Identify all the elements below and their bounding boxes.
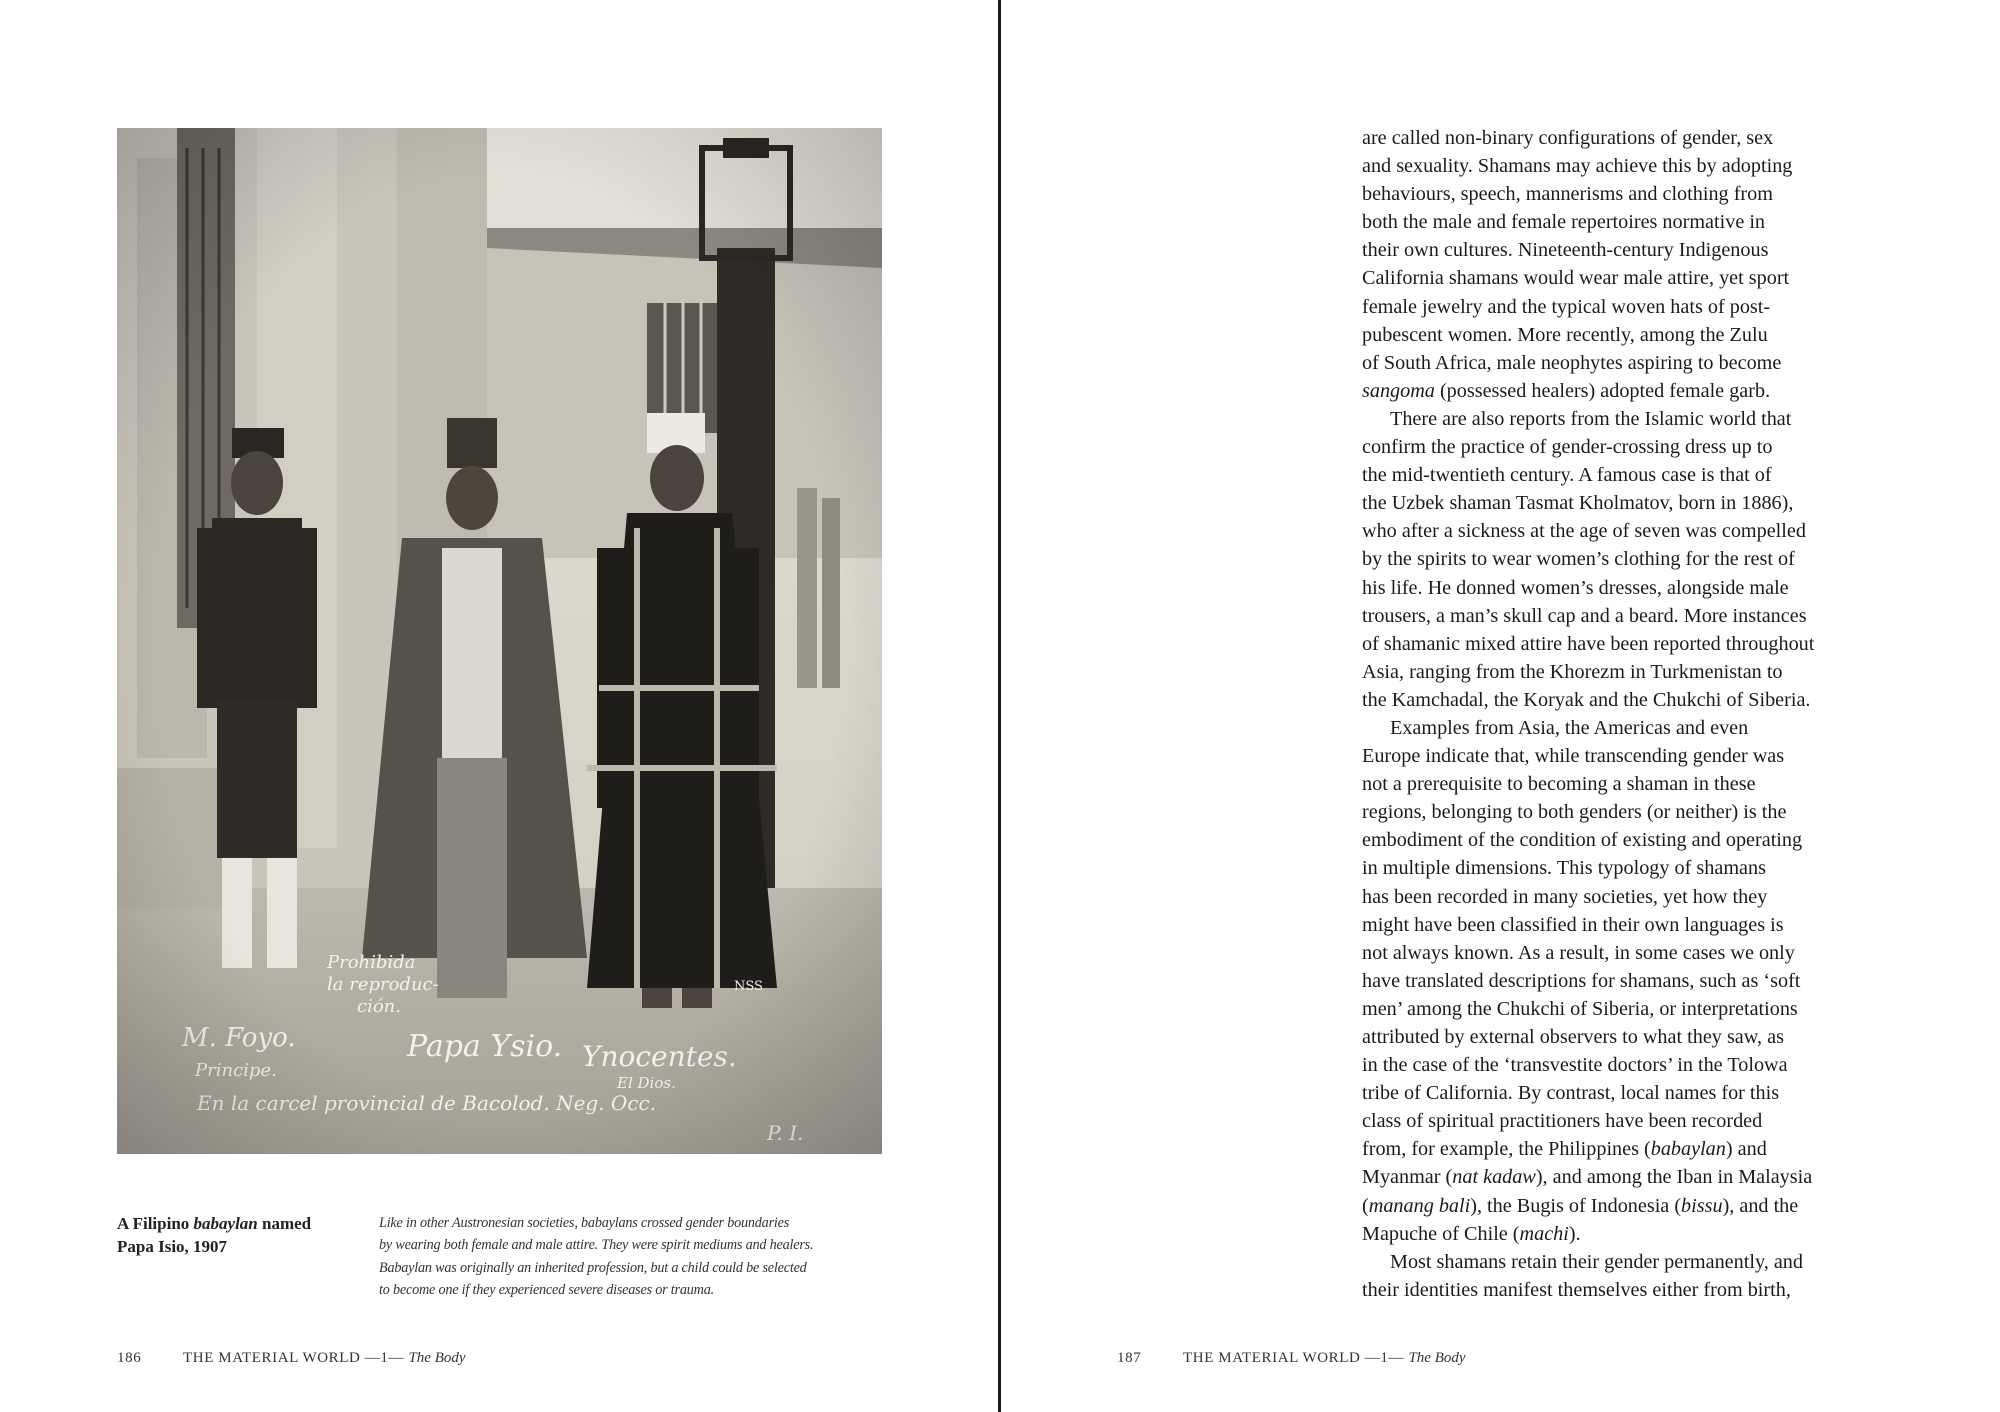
body-text-line: California shamans would wear male attire, yet sport — [1362, 267, 1790, 290]
historical-photograph — [117, 128, 882, 1154]
body-text-line: the mid-twentieth century. A famous case is that of — [1362, 464, 1772, 487]
caption-line: Like in other Austronesian societies, babaylans crossed gender boundaries — [379, 1215, 790, 1231]
text-segment: (possessed healers) adopted female garb. — [1434, 379, 1771, 402]
body-text-line — [1362, 1163, 1882, 1191]
body-text-line: both the male and female repertoires normative in — [1362, 211, 1766, 234]
body-text-line: and sexuality. Shamans may achieve this by adopting — [1362, 155, 1793, 178]
page-number: 186 — [117, 1350, 142, 1366]
left-page — [0, 0, 998, 1412]
body-text-line: confirm the practice of gender-crossing dress up to — [1362, 436, 1773, 459]
photograph-image — [117, 128, 882, 1154]
body-text-line: their own cultures. Nineteenth-century Indigenous — [1362, 239, 1769, 262]
body-text-line: embodiment of the condition of existing and operating — [1362, 829, 1803, 852]
body-text-line: who after a sickness at the age of seven was compelled — [1362, 520, 1806, 543]
body-text-line: has been recorded in many societies, yet how they — [1362, 885, 1768, 908]
body-text-line: trousers, a man’s skull cap and a beard. More instances — [1362, 604, 1807, 627]
body-text-line: by the spirits to wear women’s clothing for the rest of — [1362, 548, 1795, 571]
caption-line: Babaylan was originally an inherited profession, but a child could be selected — [379, 1259, 807, 1276]
body-text-line: Most shamans retain their gender permanently, and — [1390, 1250, 1803, 1273]
body-text-line: might have been classified in their own languages is — [1362, 913, 1784, 936]
text-segment: Mapuche of Chile ( — [1362, 1222, 1520, 1245]
body-text-line: have translated descriptions for shamans, such as ‘soft — [1362, 969, 1801, 992]
body-text-line: Europe indicate that, while transcending gender was — [1362, 745, 1785, 768]
italic-term: babaylan — [1650, 1138, 1726, 1161]
text-segment: ), and the — [1722, 1194, 1799, 1217]
text-segment: ), the Bugis of Indonesia ( — [1470, 1194, 1682, 1217]
body-text-line: tribe of California. By contrast, local names for this — [1362, 1082, 1780, 1105]
body-text-line — [1362, 1220, 1882, 1248]
page-number: 187 — [1117, 1350, 1142, 1366]
body-text-line: his life. He donned women’s dresses, alongside male — [1362, 576, 1789, 599]
body-text-line: female jewelry and the typical woven hats of post- — [1362, 295, 1771, 318]
body-text-line — [1362, 1135, 1882, 1163]
text-segment: ) and — [1725, 1138, 1767, 1161]
body-text-line: men’ among the Chukchi of Siberia, or interpretations — [1362, 997, 1798, 1020]
body-text-column — [1362, 124, 1882, 1304]
text-segment: ), and among the Iban in Malaysia — [1535, 1166, 1813, 1189]
italic-term: machi — [1519, 1222, 1569, 1245]
left-footer — [117, 1350, 466, 1367]
text-segment: from, for example, the Philippines ( — [1362, 1138, 1651, 1161]
body-text-line: class of spiritual practitioners have been recorded — [1362, 1110, 1763, 1133]
running-head-section: The Body — [1408, 1350, 1466, 1366]
body-text-line — [1362, 377, 1882, 405]
body-text-line — [1362, 1192, 1882, 1220]
body-text-line: behaviours, speech, mannerisms and clothing from — [1362, 183, 1773, 206]
caption-title-term: babaylan — [193, 1214, 258, 1233]
body-text-line: not a prerequisite to becoming a shaman in these — [1362, 773, 1756, 796]
body-text-line: regions, belonging to both genders (or neither) is the — [1362, 801, 1787, 824]
running-head: THE MATERIAL WORLD —1— — [183, 1350, 409, 1366]
text-segment: ). — [1568, 1222, 1581, 1245]
body-text-line: attributed by external observers to what they saw, as — [1362, 1026, 1784, 1048]
body-text-line: in the case of the ‘transvestite doctors’ in the Tolowa — [1362, 1054, 1788, 1077]
body-text-line: their identities manifest themselves either from birth, — [1362, 1278, 1791, 1301]
body-text-line: the Uzbek shaman Tasmat Kholmatov, born in 1886), — [1362, 492, 1794, 515]
right-footer — [1117, 1350, 1466, 1367]
body-text-line: the Kamchadal, the Koryak and the Chukchi of Siberia. — [1362, 688, 1811, 711]
italic-term: sangoma — [1362, 379, 1435, 402]
italic-term: manang bali — [1368, 1194, 1471, 1217]
body-text-line: not always known. As a result, in some cases we only — [1362, 941, 1795, 964]
body-text-line: Examples from Asia, the Americas and even — [1390, 716, 1749, 739]
caption-line: by wearing both female and male attire. They were spirit mediums and healers. — [379, 1237, 814, 1254]
text-segment: Myanmar ( — [1362, 1166, 1453, 1189]
body-text-line: of shamanic mixed attire have been reported throughout — [1362, 632, 1815, 655]
caption-title-end: named Papa Isio, 1907 — [117, 1214, 312, 1256]
caption-line: to become one if they experienced severe diseases or trauma. — [379, 1281, 714, 1298]
text-segment: ( — [1362, 1194, 1369, 1217]
italic-term: bissu — [1681, 1194, 1723, 1217]
caption-title-start: A Filipino — [117, 1214, 194, 1233]
photo-caption-title — [117, 1212, 347, 1258]
running-head-section: The Body — [408, 1350, 466, 1366]
italic-term: nat kadaw — [1452, 1166, 1536, 1189]
body-text-line: There are also reports from the Islamic world that — [1390, 407, 1792, 430]
body-text-line: are called non-binary configurations of gender, sex — [1362, 127, 1774, 149]
running-head: THE MATERIAL WORLD —1— — [1183, 1350, 1409, 1366]
body-text-line: of South Africa, male neophytes aspiring to become — [1362, 351, 1782, 374]
body-text-line: in multiple dimensions. This typology of shamans — [1362, 857, 1766, 880]
body-text-line: pubescent women. More recently, among the Zulu — [1362, 323, 1768, 346]
body-text-line: Asia, ranging from the Khorezm in Turkmenistan to — [1362, 660, 1783, 683]
photo-caption-body — [379, 1212, 859, 1301]
